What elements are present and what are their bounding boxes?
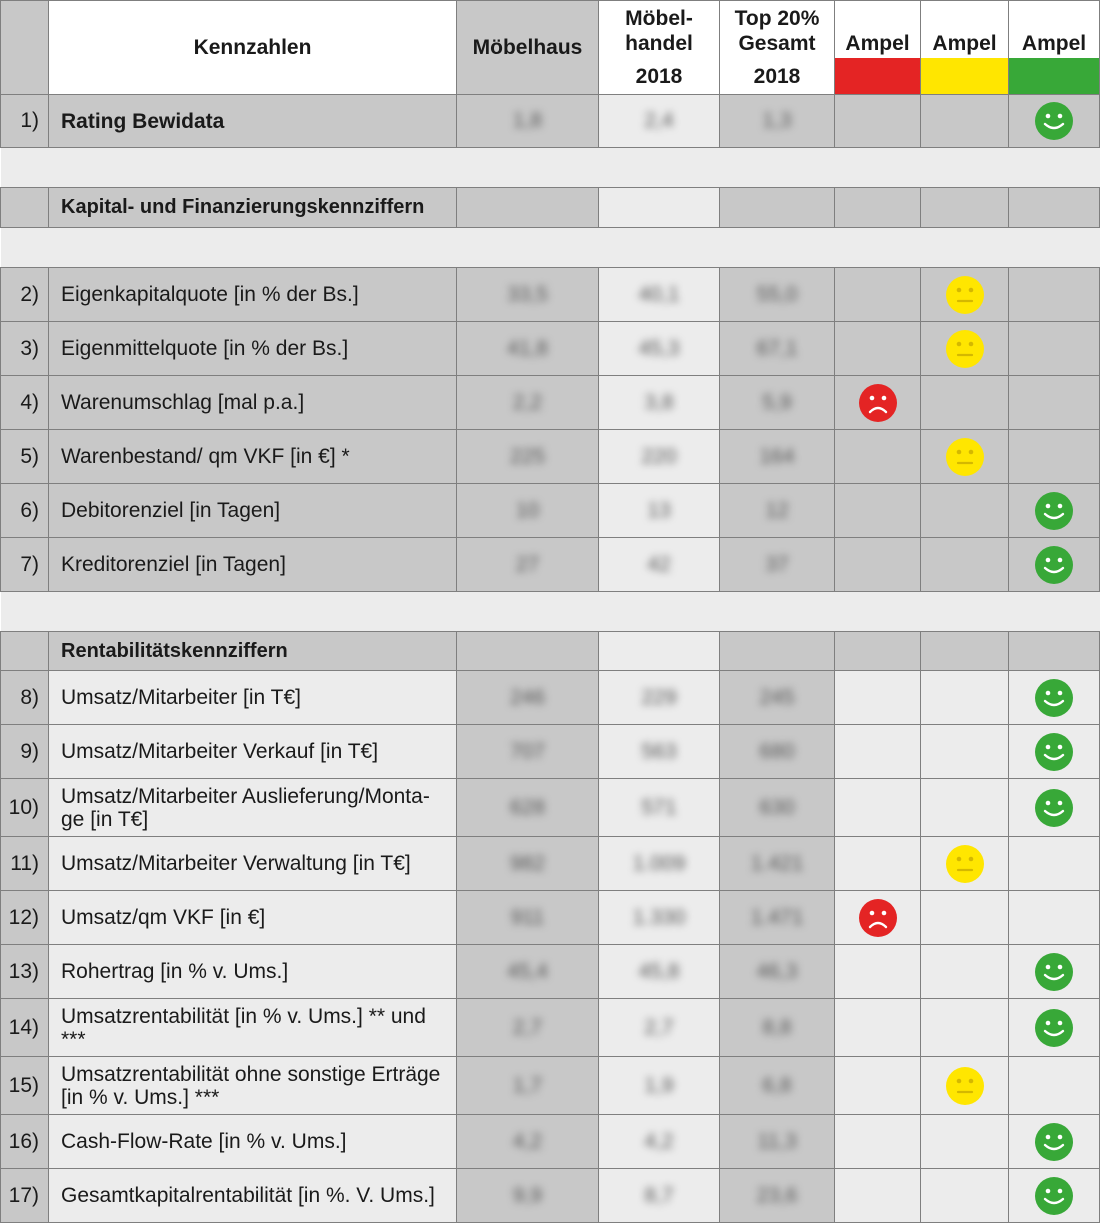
value-moebelhaus-text: 45,4 xyxy=(507,959,548,983)
ampel-cell-yellow xyxy=(921,376,1009,430)
value-moebelhandel-text: 42 xyxy=(647,552,671,576)
ampel-cell-green xyxy=(1009,779,1100,837)
value-moebelhaus-text: 246 xyxy=(509,685,546,709)
value-moebelhandel-text: 1.330 xyxy=(632,905,686,929)
row-label: Gesamtkapitalrentabilität [in %. V. Ums.] xyxy=(49,1169,457,1223)
rating-row xyxy=(1,95,1100,148)
ampel-cell-green xyxy=(1009,1057,1100,1115)
value-top20 xyxy=(720,779,835,837)
section-cell xyxy=(457,188,599,228)
header-moebelhandel xyxy=(599,1,720,95)
spacer-cell xyxy=(1,592,1100,632)
value-moebelhaus-text: 1,7 xyxy=(512,1073,543,1097)
value-moebelhandel xyxy=(599,1115,720,1169)
row-label: Umsatz/Mitarbeiter [in T€] xyxy=(49,671,457,725)
row-number: 9) xyxy=(1,725,49,779)
value-moebelhaus xyxy=(457,95,599,148)
value-top20 xyxy=(720,837,835,891)
ampel-cell-green xyxy=(1009,268,1100,322)
ampel-cell-red xyxy=(835,1057,921,1115)
value-moebelhandel xyxy=(599,837,720,891)
ampel-cell-yellow xyxy=(921,671,1009,725)
row-label: Warenbestand/ qm VKF [in €] * xyxy=(49,430,457,484)
ampel-cell-green xyxy=(1009,95,1100,148)
row-label: Umsatz/Mitarbeiter Verkauf [in T€] xyxy=(49,725,457,779)
value-moebelhaus-text: 2,2 xyxy=(512,390,543,414)
value-moebelhaus-text: 2,7 xyxy=(512,1015,543,1039)
value-top20 xyxy=(720,484,835,538)
section-title: Rentabilitätskennziffern xyxy=(49,632,457,671)
section-cell xyxy=(921,632,1009,671)
value-top20 xyxy=(720,671,835,725)
value-top20 xyxy=(720,376,835,430)
value-top20-text: 164 xyxy=(759,444,795,468)
smiley-neutral-icon xyxy=(921,437,1008,477)
section-num-cell xyxy=(1,632,49,671)
ampel-cell-yellow xyxy=(921,1115,1009,1169)
value-moebelhandel-text: 563 xyxy=(641,739,677,763)
ampel-cell-green xyxy=(1009,891,1100,945)
value-moebelhaus xyxy=(457,1115,599,1169)
value-top20 xyxy=(720,268,835,322)
ampel-cell-green xyxy=(1009,484,1100,538)
value-top20 xyxy=(720,538,835,592)
value-moebelhandel xyxy=(599,376,720,430)
spacer-row xyxy=(1,228,1100,268)
header-top20 xyxy=(720,1,835,95)
row-number: 10) xyxy=(1,779,49,837)
section-cell xyxy=(835,632,921,671)
row-label: Eigenkapitalquote [in % der Bs.] xyxy=(49,268,457,322)
value-moebelhaus-text: 33,5 xyxy=(507,282,548,306)
value-moebelhandel-text: 40,1 xyxy=(638,282,680,306)
ampel-cell-yellow xyxy=(921,945,1009,999)
ampel-cell-green xyxy=(1009,376,1100,430)
value-top20 xyxy=(720,1169,835,1223)
value-moebelhaus xyxy=(457,891,599,945)
row-number: 15) xyxy=(1,1057,49,1115)
value-moebelhaus-text: 982 xyxy=(509,851,546,875)
value-top20 xyxy=(720,1057,835,1115)
value-top20-text: 23,6 xyxy=(756,1183,798,1207)
value-moebelhandel xyxy=(599,779,720,837)
value-moebelhandel-text: 3,8 xyxy=(644,390,674,414)
ampel-cell-green xyxy=(1009,945,1100,999)
header-top20-year: 2018 xyxy=(753,65,801,88)
value-top20-text: 245 xyxy=(759,685,795,709)
ampel-red-swatch xyxy=(835,58,920,94)
smiley-happy-icon xyxy=(1009,101,1099,141)
smiley-neutral-icon xyxy=(921,844,1008,884)
table-row xyxy=(1,268,1100,322)
value-top20-text: 46,3 xyxy=(756,959,798,983)
section-cell xyxy=(835,188,921,228)
section-cell xyxy=(599,188,720,228)
value-moebelhandel xyxy=(599,999,720,1057)
row-label: Kreditorenziel [in Tagen] xyxy=(49,538,457,592)
value-moebelhandel xyxy=(599,322,720,376)
table-row xyxy=(1,1057,1100,1115)
value-top20-text: 630 xyxy=(759,795,795,819)
ampel-cell-green xyxy=(1009,538,1100,592)
value-moebelhaus xyxy=(457,268,599,322)
row-number: 8) xyxy=(1,671,49,725)
section-cell xyxy=(1009,632,1100,671)
smiley-sad-icon xyxy=(835,383,920,423)
value-top20-text: 1,3 xyxy=(762,109,792,132)
ampel-cell-yellow xyxy=(921,837,1009,891)
row-number: 6) xyxy=(1,484,49,538)
value-moebelhaus-text: 4,2 xyxy=(512,1129,543,1153)
value-moebelhaus xyxy=(457,484,599,538)
value-top20-text: 680 xyxy=(759,739,795,763)
value-moebelhandel-text: 8,7 xyxy=(644,1183,674,1207)
value-moebelhandel xyxy=(599,484,720,538)
smiley-happy-icon xyxy=(1009,491,1099,531)
smiley-neutral-icon xyxy=(921,1066,1008,1106)
value-moebelhaus-text: 225 xyxy=(509,444,546,468)
value-moebelhaus-text: 1,8 xyxy=(512,109,543,132)
ampel-cell-yellow xyxy=(921,999,1009,1057)
ampel-cell-red xyxy=(835,322,921,376)
value-top20-text: 5,9 xyxy=(762,390,792,414)
ampel-cell-green xyxy=(1009,430,1100,484)
section-num-cell xyxy=(1,188,49,228)
value-top20 xyxy=(720,1115,835,1169)
smiley-happy-icon xyxy=(1009,1122,1099,1162)
ampel-cell-yellow xyxy=(921,1169,1009,1223)
value-moebelhaus xyxy=(457,1057,599,1115)
value-moebelhandel xyxy=(599,725,720,779)
section-cell xyxy=(457,632,599,671)
header-moebelhandel-year: 2018 xyxy=(635,65,683,88)
ampel-cell-yellow xyxy=(921,484,1009,538)
header-moebelhandel-line2: handel xyxy=(625,32,693,55)
row-number: 16) xyxy=(1,1115,49,1169)
value-moebelhaus xyxy=(457,945,599,999)
ampel-cell-red xyxy=(835,538,921,592)
ampel-cell-green xyxy=(1009,671,1100,725)
value-moebelhaus-text: 27 xyxy=(515,552,540,576)
row-label: Umsatzrentabilität ohne sonstige Erträge [in % v. Ums.] *** xyxy=(49,1057,457,1115)
value-moebelhaus-text: 707 xyxy=(509,739,546,763)
row-number: 5) xyxy=(1,430,49,484)
row-number: 2) xyxy=(1,268,49,322)
smiley-happy-icon xyxy=(1009,545,1099,585)
value-top20-text: 67,1 xyxy=(756,336,798,360)
table-row xyxy=(1,430,1100,484)
table-row xyxy=(1,725,1100,779)
value-top20-text: 11,3 xyxy=(757,1129,797,1153)
section-cell xyxy=(599,632,720,671)
value-moebelhaus xyxy=(457,1169,599,1223)
row-label: Rohertrag [in % v. Ums.] xyxy=(49,945,457,999)
spacer-row xyxy=(1,592,1100,632)
table-body xyxy=(1,95,1100,1223)
value-moebelhandel xyxy=(599,1057,720,1115)
table-row xyxy=(1,779,1100,837)
value-moebelhandel xyxy=(599,671,720,725)
table-row xyxy=(1,322,1100,376)
value-moebelhaus xyxy=(457,376,599,430)
value-moebelhandel-text: 4,2 xyxy=(644,1129,674,1153)
value-moebelhandel-text: 13 xyxy=(647,498,671,522)
section-row xyxy=(1,632,1100,671)
ampel-cell-green xyxy=(1009,322,1100,376)
value-moebelhaus-text: 10 xyxy=(515,498,540,522)
value-moebelhandel-text: 229 xyxy=(641,685,677,709)
value-moebelhandel xyxy=(599,95,720,148)
smiley-neutral-icon xyxy=(921,275,1008,315)
table-row xyxy=(1,999,1100,1057)
header-row xyxy=(1,1,1100,95)
ampel-cell-red xyxy=(835,430,921,484)
value-moebelhandel-text: 45,3 xyxy=(638,336,680,360)
value-moebelhandel-text: 45,8 xyxy=(638,959,680,983)
value-top20 xyxy=(720,945,835,999)
value-top20-text: 12 xyxy=(765,498,789,522)
row-number: 11) xyxy=(1,837,49,891)
ampel-cell-yellow xyxy=(921,430,1009,484)
value-top20-text: 55,0 xyxy=(756,282,798,306)
ampel-cell-red xyxy=(835,376,921,430)
row-number: 1) xyxy=(1,95,49,148)
section-title: Kapital- und Finanzierungskennziffern xyxy=(49,188,457,228)
ampel-cell-red xyxy=(835,95,921,148)
value-moebelhaus-text: 628 xyxy=(509,795,546,819)
section-cell xyxy=(921,188,1009,228)
value-moebelhandel-text: 2,4 xyxy=(644,109,674,132)
row-label: Umsatz/qm VKF [in €] xyxy=(49,891,457,945)
table-row xyxy=(1,1115,1100,1169)
row-label: Debitorenziel [in Tagen] xyxy=(49,484,457,538)
value-top20 xyxy=(720,322,835,376)
smiley-sad-icon xyxy=(835,898,920,938)
value-top20 xyxy=(720,430,835,484)
smiley-happy-icon xyxy=(1009,1176,1099,1216)
header-top20-line1: Top 20% xyxy=(734,7,820,30)
value-top20 xyxy=(720,725,835,779)
value-moebelhaus xyxy=(457,538,599,592)
row-label: Umsatz/Mitarbeiter Verwaltung [in T€] xyxy=(49,837,457,891)
value-top20 xyxy=(720,999,835,1057)
value-moebelhandel xyxy=(599,891,720,945)
table-row xyxy=(1,671,1100,725)
ampel-cell-green xyxy=(1009,1115,1100,1169)
value-top20 xyxy=(720,891,835,945)
ampel-cell-red xyxy=(835,268,921,322)
ampel-cell-red xyxy=(835,1115,921,1169)
value-moebelhaus xyxy=(457,671,599,725)
ampel-cell-red xyxy=(835,891,921,945)
section-cell xyxy=(1009,188,1100,228)
value-moebelhaus-text: 9,9 xyxy=(512,1183,543,1207)
value-moebelhaus xyxy=(457,430,599,484)
value-moebelhandel-text: 2,7 xyxy=(644,1015,674,1039)
section-row xyxy=(1,188,1100,228)
ampel-cell-yellow xyxy=(921,95,1009,148)
value-moebelhaus-text: 911 xyxy=(510,905,545,929)
ampel-cell-yellow xyxy=(921,1057,1009,1115)
header-ampel-green xyxy=(1009,1,1100,95)
ampel-yellow-swatch xyxy=(921,58,1008,94)
smiley-happy-icon xyxy=(1009,952,1099,992)
value-moebelhandel xyxy=(599,1169,720,1223)
ampel-cell-red xyxy=(835,725,921,779)
row-label: Umsatzrentabilität [in % v. Ums.] ** und *** xyxy=(49,999,457,1057)
row-label: Umsatz/Mitarbeiter Auslieferung/Monta-ge [in T€] xyxy=(49,779,457,837)
header-moebelhandel-line1: Möbel- xyxy=(625,7,693,30)
ampel-cell-green xyxy=(1009,725,1100,779)
spacer-cell xyxy=(1,148,1100,188)
ampel-cell-green xyxy=(1009,999,1100,1057)
ampel-cell-yellow xyxy=(921,538,1009,592)
value-moebelhaus xyxy=(457,725,599,779)
ampel-cell-yellow xyxy=(921,891,1009,945)
smiley-happy-icon xyxy=(1009,732,1099,772)
spacer-cell xyxy=(1,228,1100,268)
value-moebelhandel-text: 1.009 xyxy=(632,851,686,875)
header-moebelhaus-label: Möbelhaus xyxy=(472,36,583,59)
value-moebelhandel-text: 1,9 xyxy=(644,1073,674,1097)
row-label: Eigenmittelquote [in % der Bs.] xyxy=(49,322,457,376)
header-ampel-green-label: Ampel xyxy=(1021,32,1087,55)
ampel-cell-green xyxy=(1009,837,1100,891)
ampel-cell-red xyxy=(835,999,921,1057)
ampel-cell-green xyxy=(1009,1169,1100,1223)
ampel-green-swatch xyxy=(1009,58,1099,94)
table-row xyxy=(1,891,1100,945)
row-number: 12) xyxy=(1,891,49,945)
ampel-cell-yellow xyxy=(921,268,1009,322)
row-label: Cash-Flow-Rate [in % v. Ums.] xyxy=(49,1115,457,1169)
value-moebelhandel xyxy=(599,430,720,484)
value-top20 xyxy=(720,95,835,148)
section-cell xyxy=(720,188,835,228)
row-number: 14) xyxy=(1,999,49,1057)
row-number: 17) xyxy=(1,1169,49,1223)
smiley-neutral-icon xyxy=(921,329,1008,369)
row-number: 4) xyxy=(1,376,49,430)
value-moebelhaus xyxy=(457,779,599,837)
ampel-cell-red xyxy=(835,484,921,538)
ampel-cell-red xyxy=(835,671,921,725)
header-ampel-red-label: Ampel xyxy=(845,32,910,55)
ampel-cell-red xyxy=(835,945,921,999)
header-ampel-red xyxy=(835,1,921,95)
row-label: Rating Bewidata xyxy=(49,95,457,148)
smiley-happy-icon xyxy=(1009,788,1099,828)
table-row xyxy=(1,376,1100,430)
table-row xyxy=(1,1169,1100,1223)
row-label: Warenumschlag [mal p.a.] xyxy=(49,376,457,430)
row-number: 3) xyxy=(1,322,49,376)
row-number: 13) xyxy=(1,945,49,999)
table-row xyxy=(1,538,1100,592)
spacer-row xyxy=(1,148,1100,188)
row-number: 7) xyxy=(1,538,49,592)
table-row xyxy=(1,945,1100,999)
table-row xyxy=(1,484,1100,538)
value-moebelhandel-text: 220 xyxy=(641,444,677,468)
ampel-cell-yellow xyxy=(921,779,1009,837)
section-cell xyxy=(720,632,835,671)
table-row xyxy=(1,837,1100,891)
value-moebelhaus xyxy=(457,322,599,376)
header-ampel-yellow-label: Ampel xyxy=(932,32,997,55)
value-moebelhaus xyxy=(457,999,599,1057)
ampel-cell-yellow xyxy=(921,725,1009,779)
value-top20-text: 6,8 xyxy=(762,1073,792,1097)
smiley-happy-icon xyxy=(1009,1008,1099,1048)
header-kennzahlen-label: Kennzahlen xyxy=(193,36,312,59)
ampel-cell-red xyxy=(835,779,921,837)
value-moebelhandel-text: 571 xyxy=(641,795,677,819)
ampel-cell-red xyxy=(835,837,921,891)
header-top20-line2: Gesamt xyxy=(738,32,816,55)
value-top20-text: 37 xyxy=(765,552,789,576)
smiley-happy-icon xyxy=(1009,678,1099,718)
value-moebelhaus xyxy=(457,837,599,891)
value-top20-text: 1.471 xyxy=(750,905,804,929)
value-moebelhandel xyxy=(599,945,720,999)
value-top20-text: 8,8 xyxy=(762,1015,792,1039)
value-moebelhandel xyxy=(599,268,720,322)
header-moebelhaus xyxy=(457,1,599,95)
header-num-cell xyxy=(1,1,49,95)
header-ampel-yellow xyxy=(921,1,1009,95)
ampel-cell-red xyxy=(835,1169,921,1223)
value-moebelhandel xyxy=(599,538,720,592)
value-moebelhaus-text: 41,8 xyxy=(507,336,548,360)
value-top20-text: 1.421 xyxy=(750,851,804,875)
header-kennzahlen xyxy=(49,1,457,95)
ampel-cell-yellow xyxy=(921,322,1009,376)
